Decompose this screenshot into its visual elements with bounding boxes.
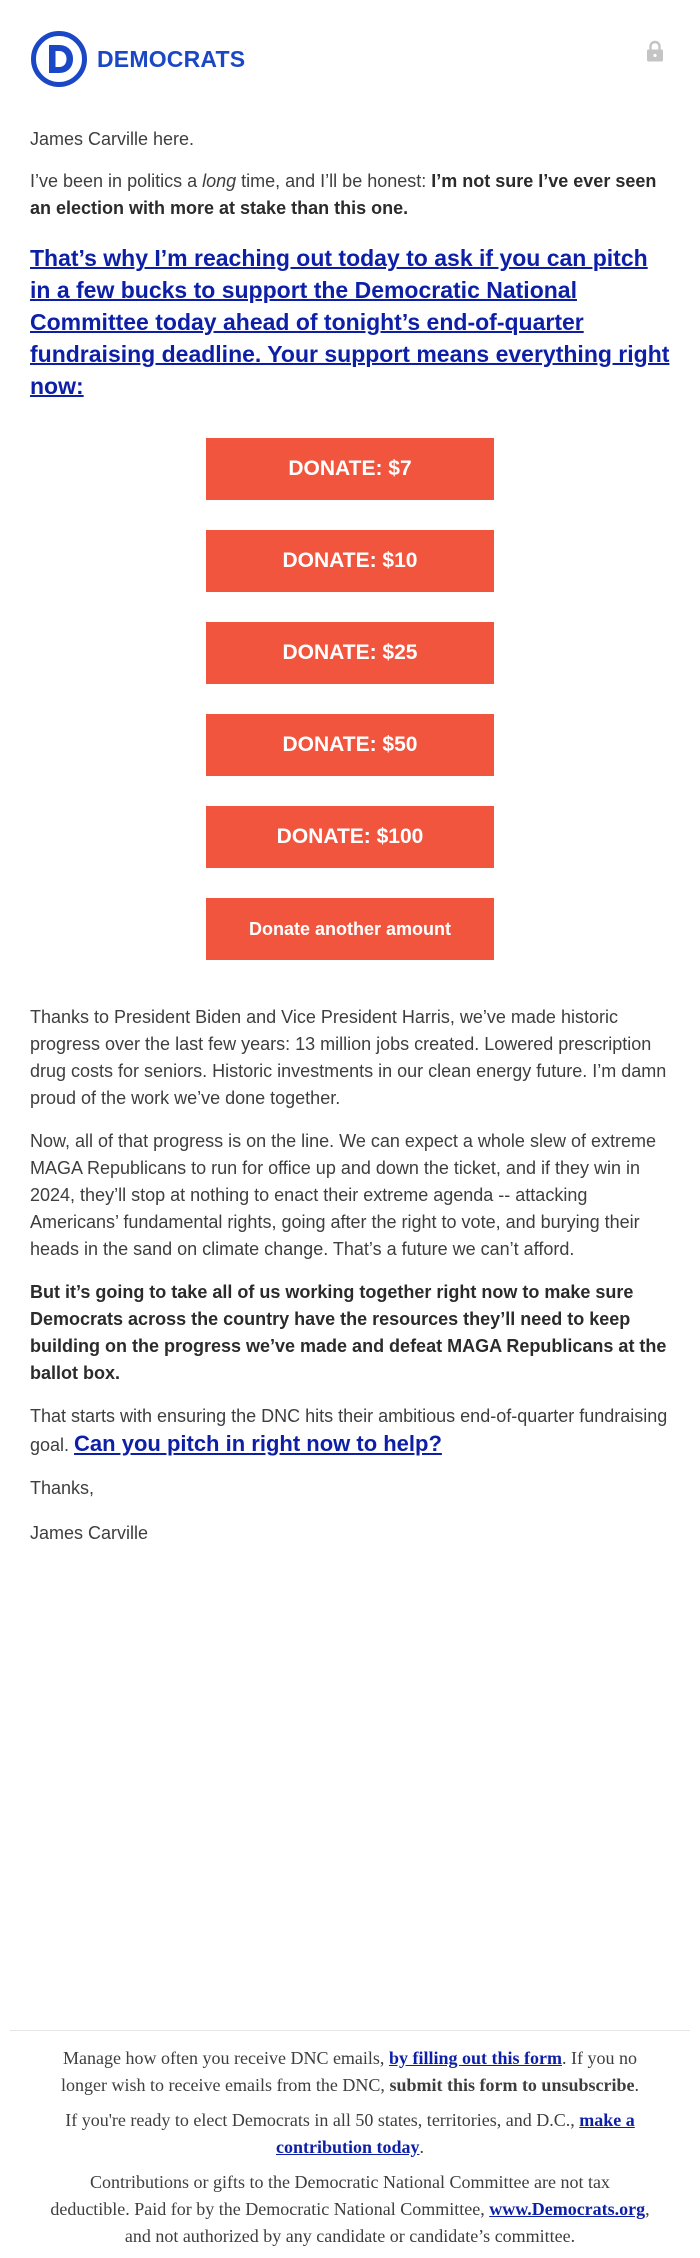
- signoff: Thanks,: [30, 1478, 95, 1498]
- email-body: [30, 126, 670, 1547]
- email-footer: [10, 2030, 690, 2258]
- donate-50-button[interactable]: DONATE: $50: [206, 714, 494, 776]
- threat-paragraph: Now, all of that progress is on the line. We can expect a whole slew of extreme MAGA Republicans to run for office up and down the ticket, and if they win in 2024, they’ll stop at nothing to enact their extreme agenda -- attacking Americans’ fundamental rights, going after the right to vote, and burying their heads in the sand on climate change. That’s a future we can’t afford.: [30, 1131, 656, 1259]
- headline-donate-link[interactable]: That’s why I’m reaching out today to ask if you can pitch in a few bucks to support the Democratic National Committee today ahead of tonight’s end-of-quarter fundraising deadline. Your support means everything right now:: [30, 245, 670, 399]
- call-to-action-paragraph: But it’s going to take all of us working together right now to make sure Democrats across the country have the resources they’ll need to keep building on the progress we’ve made and defeat MAGA Republicans at the ballot box.: [30, 1282, 667, 1383]
- progress-paragraph: Thanks to President Biden and Vice President Harris, we’ve made historic progress over the last few years: 13 million jobs created. Lowered prescription drug costs for seniors. Historic investments in our clean energy future. I’m damn proud of the work we’ve done together.: [30, 1007, 667, 1108]
- donate-100-button[interactable]: DONATE: $100: [206, 806, 494, 868]
- goal-paragraph: [30, 1403, 670, 1459]
- logo-wordmark: DEMOCRATS: [97, 45, 246, 72]
- donate-25-button[interactable]: DONATE: $25: [206, 622, 494, 684]
- intro-bold: I’m not sure I’ve ever seen an election with more at stake than this one.: [30, 171, 657, 218]
- democrats-d-logo-icon: [30, 30, 88, 88]
- goal-text: That starts with ensuring the DNC hits their ambitious end-of-quarter fundraising goal.: [30, 1406, 668, 1455]
- footer-disclaimer-line: [50, 2169, 650, 2250]
- intro-middle: time, and I’ll be honest:: [236, 171, 432, 191]
- lock-icon: [646, 40, 664, 62]
- footer-manage-prefix: Manage how often you receive DNC emails,: [63, 2048, 389, 2068]
- donate-other-amount-button[interactable]: Donate another amount: [206, 898, 494, 960]
- greeting: James Carville here.: [30, 129, 195, 149]
- footer-disclaimer-end: , and not authorized by any candidate or candidate’s committee.: [124, 2199, 650, 2246]
- donate-10-button[interactable]: DONATE: $10: [206, 530, 494, 592]
- intro-paragraph: [30, 168, 670, 222]
- footer-manage-middle: . If you no longer wish to receive emails from the DNC,: [61, 2048, 637, 2095]
- intro-emphasis: long: [202, 171, 237, 191]
- footer-disclaimer-prefix: Contributions or gifts to the Democratic National Committee are not tax deductible. Paid for by the Democratic National Committee,: [50, 2172, 610, 2219]
- email-header: [30, 30, 670, 92]
- manage-preferences-link[interactable]: by filling out this form: [388, 2048, 562, 2068]
- signature: James Carville: [30, 1523, 149, 1543]
- footer-manage-line: [50, 2045, 650, 2099]
- footer-contribute-end: .: [419, 2137, 425, 2157]
- footer-contribute-line: [50, 2107, 650, 2161]
- footer-contribute-prefix: If you're ready to elect Democrats in all 50 states, territories, and D.C.,: [65, 2110, 580, 2130]
- democrats-logo[interactable]: [30, 30, 245, 88]
- intro-prefix: I’ve been in politics a: [30, 171, 203, 191]
- donate-button-group: [30, 438, 670, 1004]
- pitch-in-link[interactable]: Can you pitch in right now to help?: [74, 1431, 442, 1456]
- footer-manage-end: .: [634, 2075, 639, 2095]
- unsubscribe-link[interactable]: submit this form to unsubscribe: [389, 2075, 635, 2095]
- democrats-website-link[interactable]: www.Democrats.org: [489, 2199, 646, 2219]
- contribute-link[interactable]: make a contribution today: [275, 2110, 635, 2157]
- donate-7-button[interactable]: DONATE: $7: [206, 438, 494, 500]
